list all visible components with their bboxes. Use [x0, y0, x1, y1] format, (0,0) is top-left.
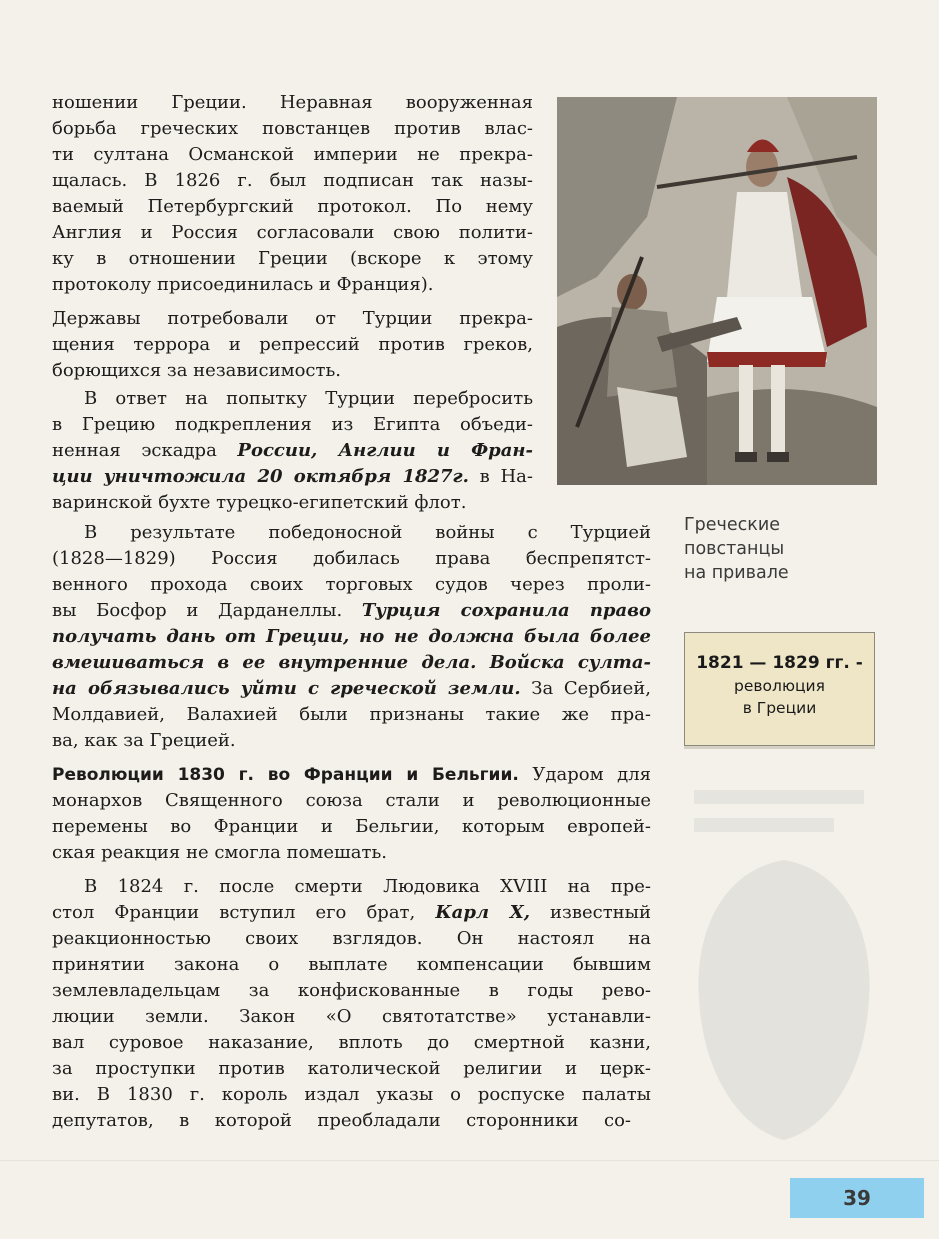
- text-line: протоколу присоединилась и Франция).: [52, 274, 434, 295]
- date-label-line: в Греции: [742, 699, 817, 717]
- text-line: вмешиваться в ее внутренние дела. Войска султа-: [52, 652, 651, 673]
- text-line: ская реакция не смогла помешать.: [52, 842, 387, 863]
- text-line: ку в отношении Греции (вскоре к этому: [52, 248, 533, 269]
- illustration-greek-insurgents: [557, 97, 877, 485]
- text-line: вы Босфор и Дарданеллы. Турция сохранила право: [52, 600, 651, 621]
- text-line: перемены во Франции и Бельгии, которым европей-: [52, 816, 651, 837]
- date-label-line: революция: [734, 677, 825, 695]
- date-years: 1821 — 1829 гг. -: [696, 653, 863, 673]
- text-line: В результате победоносной войны с Турцией: [84, 522, 651, 543]
- text-line: борющихся за независимость.: [52, 360, 341, 381]
- text-line: ваемый Петербургский протокол. По нему: [52, 196, 533, 217]
- text-line: ношении Греции. Неравная вооруженная: [52, 92, 533, 113]
- text-line: получать дань от Греции, но не должна была более: [52, 626, 651, 647]
- bleed-through-emblem: [684, 790, 884, 1160]
- text-line: монархов Священного союза стали и революционные: [52, 790, 651, 811]
- text-line: Молдавией, Валахией были признаны такие же пра-: [52, 704, 651, 725]
- text-line: стол Франции вступил его брат, Карл X, известный: [52, 902, 651, 923]
- section-heading: Революции 1830 г. во Франции и Бельгии.: [52, 765, 519, 785]
- text-line: варинской бухте турецко-египетский флот.: [52, 492, 467, 513]
- text-line: ви. В 1830 г. король издал указы о роспуске палаты: [52, 1084, 651, 1105]
- caption-line: Греческие: [684, 515, 780, 535]
- text-line: депутатов, в которой преобладали сторонники со-: [52, 1110, 631, 1131]
- text-line: люции земли. Закон «О святотатстве» устанавли-: [52, 1006, 651, 1027]
- text-line: на обязывались уйти с греческой земли. За Сербией,: [52, 678, 652, 699]
- text-line: ва, как за Грецией.: [52, 730, 236, 751]
- text-line: ти султана Османской империи не прекра-: [52, 144, 533, 165]
- text-line: Англия и Россия согласовали свою полити-: [52, 222, 533, 243]
- text-line: вал суровое наказание, вплоть до смертной казни,: [52, 1032, 651, 1053]
- section-heading-line: Революции 1830 г. во Франции и Бельгии. Ударом для: [52, 764, 651, 785]
- page-number: 39: [790, 1178, 924, 1218]
- caption-line: повстанцы: [684, 539, 785, 559]
- text-line: в Грецию подкрепления из Египта объеди-: [52, 414, 533, 435]
- text-line: ции уничтожила 20 октября 1827г. в На-: [52, 466, 533, 487]
- text-line: принятии закона о выплате компенсации бывшим: [52, 954, 651, 975]
- page-bottom-rule: [0, 1160, 939, 1161]
- caption-line: на привале: [684, 563, 789, 583]
- text-line: Державы потребовали от Турции прекра-: [52, 308, 533, 329]
- illustration-caption: [684, 513, 834, 585]
- text-line: ненная эскадра России, Англии и Фран-: [52, 440, 533, 461]
- text-line: борьба греческих повстанцев против влас-: [52, 118, 533, 139]
- text-line: (1828—1829) Россия добилась права беспрепятст-: [52, 548, 651, 569]
- date-box: [684, 632, 875, 746]
- text-line: щения террора и репрессий против греков,: [52, 334, 533, 355]
- text-line: венного прохода своих торговых судов через проли-: [52, 574, 651, 595]
- text-line: за проступки против католической религии и церк-: [52, 1058, 651, 1079]
- text-line: В ответ на попытку Турции перебросить: [84, 388, 533, 409]
- text-line: В 1824 г. после смерти Людовика XVIII на пре-: [84, 876, 651, 897]
- text-line: землевладельцам за конфискованные в годы рево-: [52, 980, 651, 1001]
- text-line: реакционностью своих взглядов. Он настоял на: [52, 928, 651, 949]
- text-line: щалась. В 1826 г. был подписан так назы-: [52, 170, 533, 191]
